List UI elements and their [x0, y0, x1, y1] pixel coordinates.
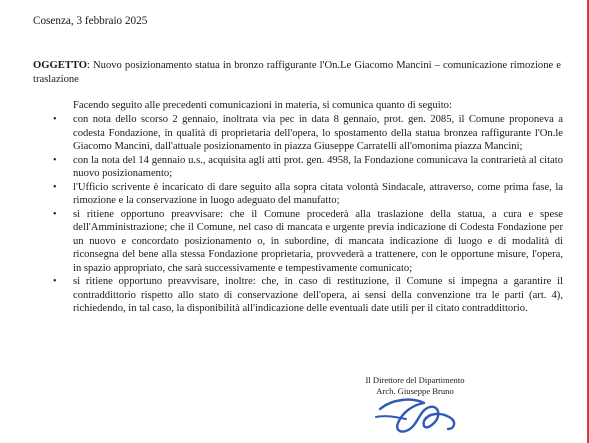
list-item: • con nota dello scorso 2 gennaio, inoltrata via pec in data 8 gennaio, prot. gen. 2085, il Comune proponeva a codesta Fondazione, in qualità di proprietaria dell'opera, lo spostamento della statua bronzea raffigurante l'On.le Giacomo Mancini, dall'attuale posizionamento in piazza Giuseppe Carratelli all'omonima piazza Mancini;	[53, 114, 563, 152]
bullet-icon: •	[53, 276, 57, 287]
list-item: • l'Ufficio scrivente è incaricato di dare seguito alla sopra citata volontà Sindacale, attraverso, come prima fase, la rimozione e la conservazione in luogo adeguato del manufatto;	[53, 181, 563, 206]
list-item: • si ritiene opportuno preavvisare, inoltre: che, in caso di restituzione, il Comune si impegna a garantire il contraddittorio rispetto allo stato di conservazione dell'opera, ai sensi della convenzione tra le parti (art. 4), richiedendo, in tal caso, la disponibilità all'indicazione delle eventuali date utili per il citato contraddittorio.	[53, 276, 563, 314]
signature-name: Arch. Giuseppe Bruno	[376, 385, 454, 396]
bullet-icon: •	[53, 114, 57, 125]
bullet-icon: •	[53, 181, 57, 193]
signature-block	[350, 375, 480, 396]
signature-title: Il Direttore del Dipartimento	[365, 375, 465, 385]
list-item: • con la nota del 14 gennaio u.s., acquisita agli atti prot. gen. 4958, la Fondazione comunicava la contrarietà al citato nuovo posizionamento;	[53, 154, 563, 179]
bullet-list	[0, 113, 587, 316]
subject-text: : Nuovo posizionamento statua in bronzo raffigurante l'On.Le Giacomo Mancini – comunicazione rimozione e traslazione	[33, 60, 561, 85]
subject-label: OGGETTO	[33, 60, 87, 71]
list-item: • si ritiene opportuno preavvisare: che il Comune procederà alla traslazione della statua, a cura e spese dell'Amministrazione; che il Comune, nel caso di mancata e urgente previa indicazione di Codesta Fondazione per un nuovo e concordato posizionamento o, in subordine, di mancata indicazione di luogo e di modalità di riconsegna del bene alla stessa Fondazione proprietaria, provvederà a trattenere, con le opportune misure, l'opera, in spazio appropriato, che sarà successivamente e tempestivamente comunicato;	[53, 208, 563, 274]
handwritten-signature	[372, 395, 464, 439]
subject-paragraph	[33, 59, 561, 86]
intro-paragraph: Facendo seguito alle precedenti comunicazioni in materia, si comunica quanto di seguito:	[73, 100, 452, 111]
date-line: Cosenza, 3 febbraio 2025	[33, 15, 148, 27]
bullet-icon: •	[53, 154, 57, 166]
bullet-icon: •	[53, 208, 57, 220]
